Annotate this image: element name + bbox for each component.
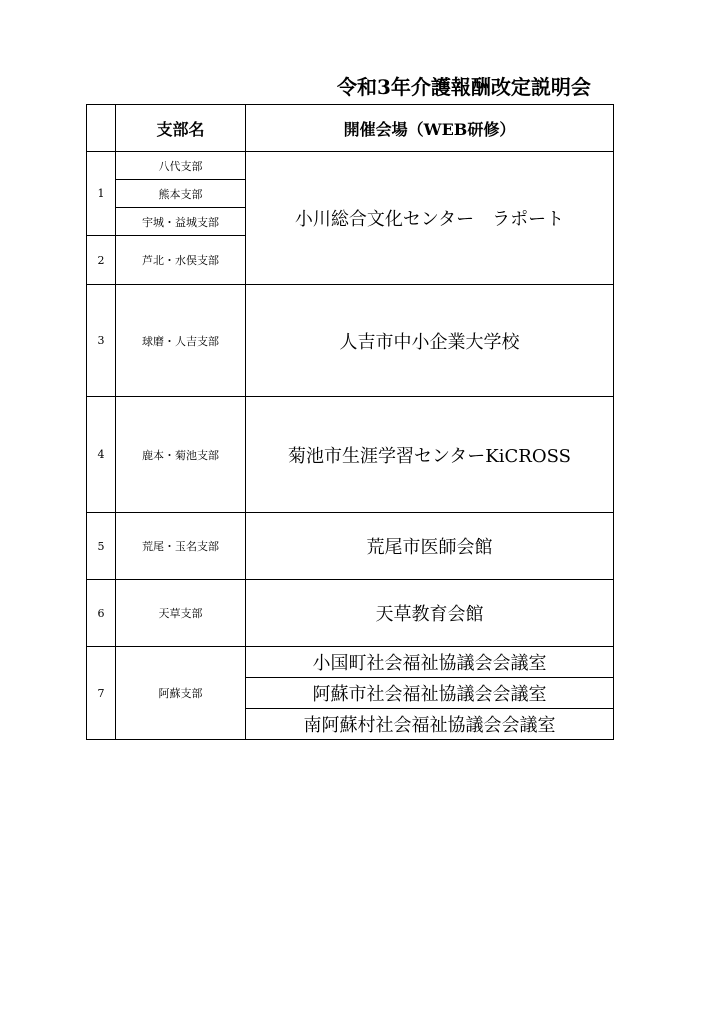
table-row <box>87 397 614 513</box>
row-number: 2 <box>87 236 116 285</box>
row-number: 6 <box>87 580 116 647</box>
branch-name: 荒尾・玉名支部 <box>116 513 246 580</box>
venue-table <box>86 104 614 740</box>
row-number: 4 <box>87 397 116 513</box>
branch-name: 鹿本・菊池支部 <box>116 397 246 513</box>
branch-name: 芦北・水俣支部 <box>116 236 246 285</box>
branch-name: 阿蘇支部 <box>116 647 246 740</box>
venue-name: 人吉市中小企業大学校 <box>246 285 614 397</box>
branch-name: 八代支部 <box>116 152 246 180</box>
table-row <box>87 580 614 647</box>
table-row <box>87 152 614 180</box>
header-branch: 支部名 <box>116 105 246 152</box>
venue-name: 阿蘇市社会福祉協議会会議室 <box>246 678 614 709</box>
row-number: 5 <box>87 513 116 580</box>
table-row <box>87 647 614 678</box>
table-row <box>87 513 614 580</box>
row-number: 3 <box>87 285 116 397</box>
venue-name: 南阿蘇村社会福祉協議会会議室 <box>246 709 614 740</box>
row-number: 7 <box>87 647 116 740</box>
venue-name: 荒尾市医師会館 <box>246 513 614 580</box>
branch-name: 天草支部 <box>116 580 246 647</box>
header-no <box>87 105 116 152</box>
branch-name: 球磨・人吉支部 <box>116 285 246 397</box>
table-row <box>87 285 614 397</box>
header-row <box>87 105 614 152</box>
venue-name: 小川総合文化センター ラポート <box>246 152 614 285</box>
branch-name: 熊本支部 <box>116 180 246 208</box>
row-number: 1 <box>87 152 116 236</box>
venue-name: 小国町社会福祉協議会会議室 <box>246 647 614 678</box>
header-venue: 開催会場（WEB研修） <box>246 105 614 152</box>
venue-name: 菊池市生涯学習センターKiCROSS <box>246 397 614 513</box>
branch-name: 宇城・益城支部 <box>116 208 246 236</box>
document-title: 令和3年介護報酬改定説明会 <box>337 75 591 99</box>
venue-name: 天草教育会館 <box>246 580 614 647</box>
